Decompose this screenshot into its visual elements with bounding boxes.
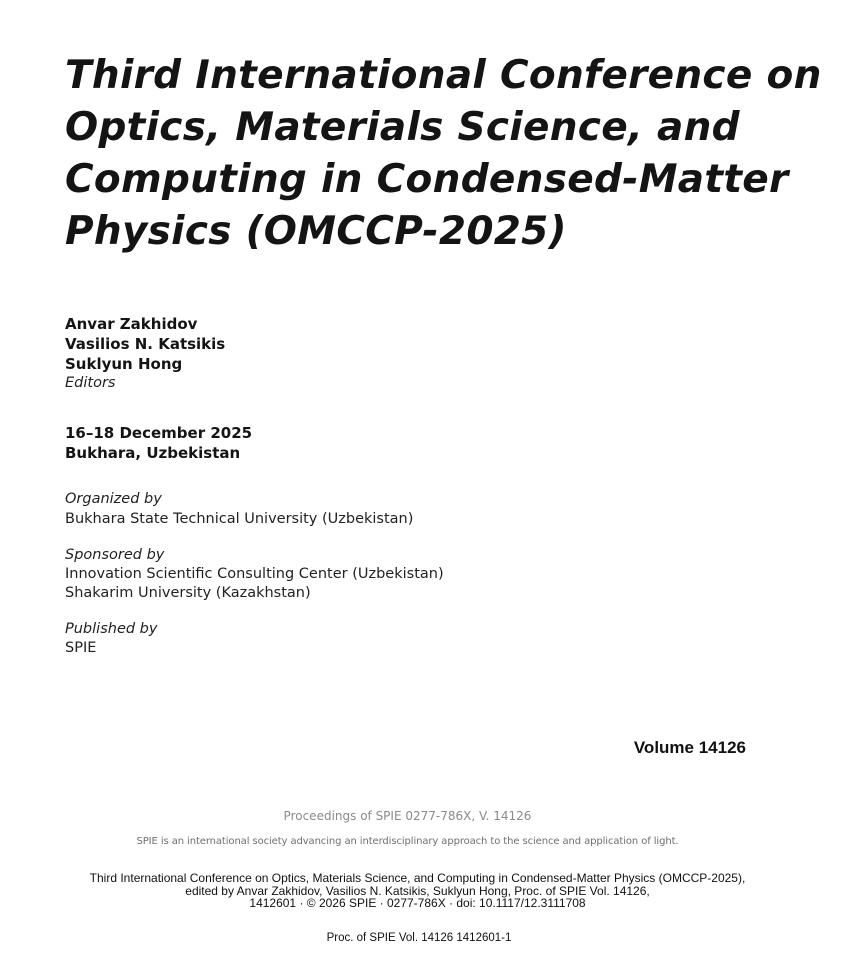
title-line: Third International Conference on — [65, 53, 822, 98]
sponsor-name: Innovation Scientific Consulting Center (Uzbekistan) — [65, 566, 444, 582]
title-line: Optics, Materials Science, and — [65, 105, 740, 150]
proceedings-issn-line: Proceedings of SPIE 0277-786X, V. 14126 — [283, 809, 532, 823]
published-by-label: Published by — [65, 621, 158, 637]
organized-by-label: Organized by — [65, 491, 162, 507]
page-footer: Proc. of SPIE Vol. 14126 1412601-1 — [326, 932, 512, 944]
editor-name: Suklyun Hong — [65, 355, 183, 373]
title-line: Computing in Condensed-Matter — [65, 157, 789, 202]
society-tagline: SPIE is an international society advancing an interdisciplinary approach to the science and application of light. — [136, 836, 679, 847]
editor-name: Vasilios N. Katsikis — [65, 335, 226, 353]
editors-role-label: Editors — [65, 375, 116, 391]
citation-line: Third International Conference on Optics, Materials Science, and Computing in Condensed-Matter Physics (OMCCP-2025), — [89, 871, 746, 885]
sponsor-name: Shakarim University (Kazakhstan) — [65, 585, 311, 601]
citation-line: 1412601 · © 2026 SPIE · 0277-786X · doi: 10.1117/12.3111708 — [249, 896, 586, 910]
organizer-name: Bukhara State Technical University (Uzbekistan) — [65, 511, 414, 527]
publisher-name: SPIE — [65, 640, 97, 656]
event-dates: 16–18 December 2025 — [65, 424, 253, 442]
citation-block — [0, 872, 835, 910]
title-line: Physics (OMCCP-2025) — [65, 209, 567, 254]
editor-name: Anvar Zakhidov — [65, 315, 198, 333]
event-location: Bukhara, Uzbekistan — [65, 444, 241, 462]
volume-number: Volume 14126 — [633, 738, 746, 757]
citation-line: edited by Anvar Zakhidov, Vasilios N. Katsikis, Suklyun Hong, Proc. of SPIE Vol. 14126, — [185, 883, 650, 898]
sponsored-by-label: Sponsored by — [65, 547, 165, 563]
conference-title — [65, 50, 825, 258]
